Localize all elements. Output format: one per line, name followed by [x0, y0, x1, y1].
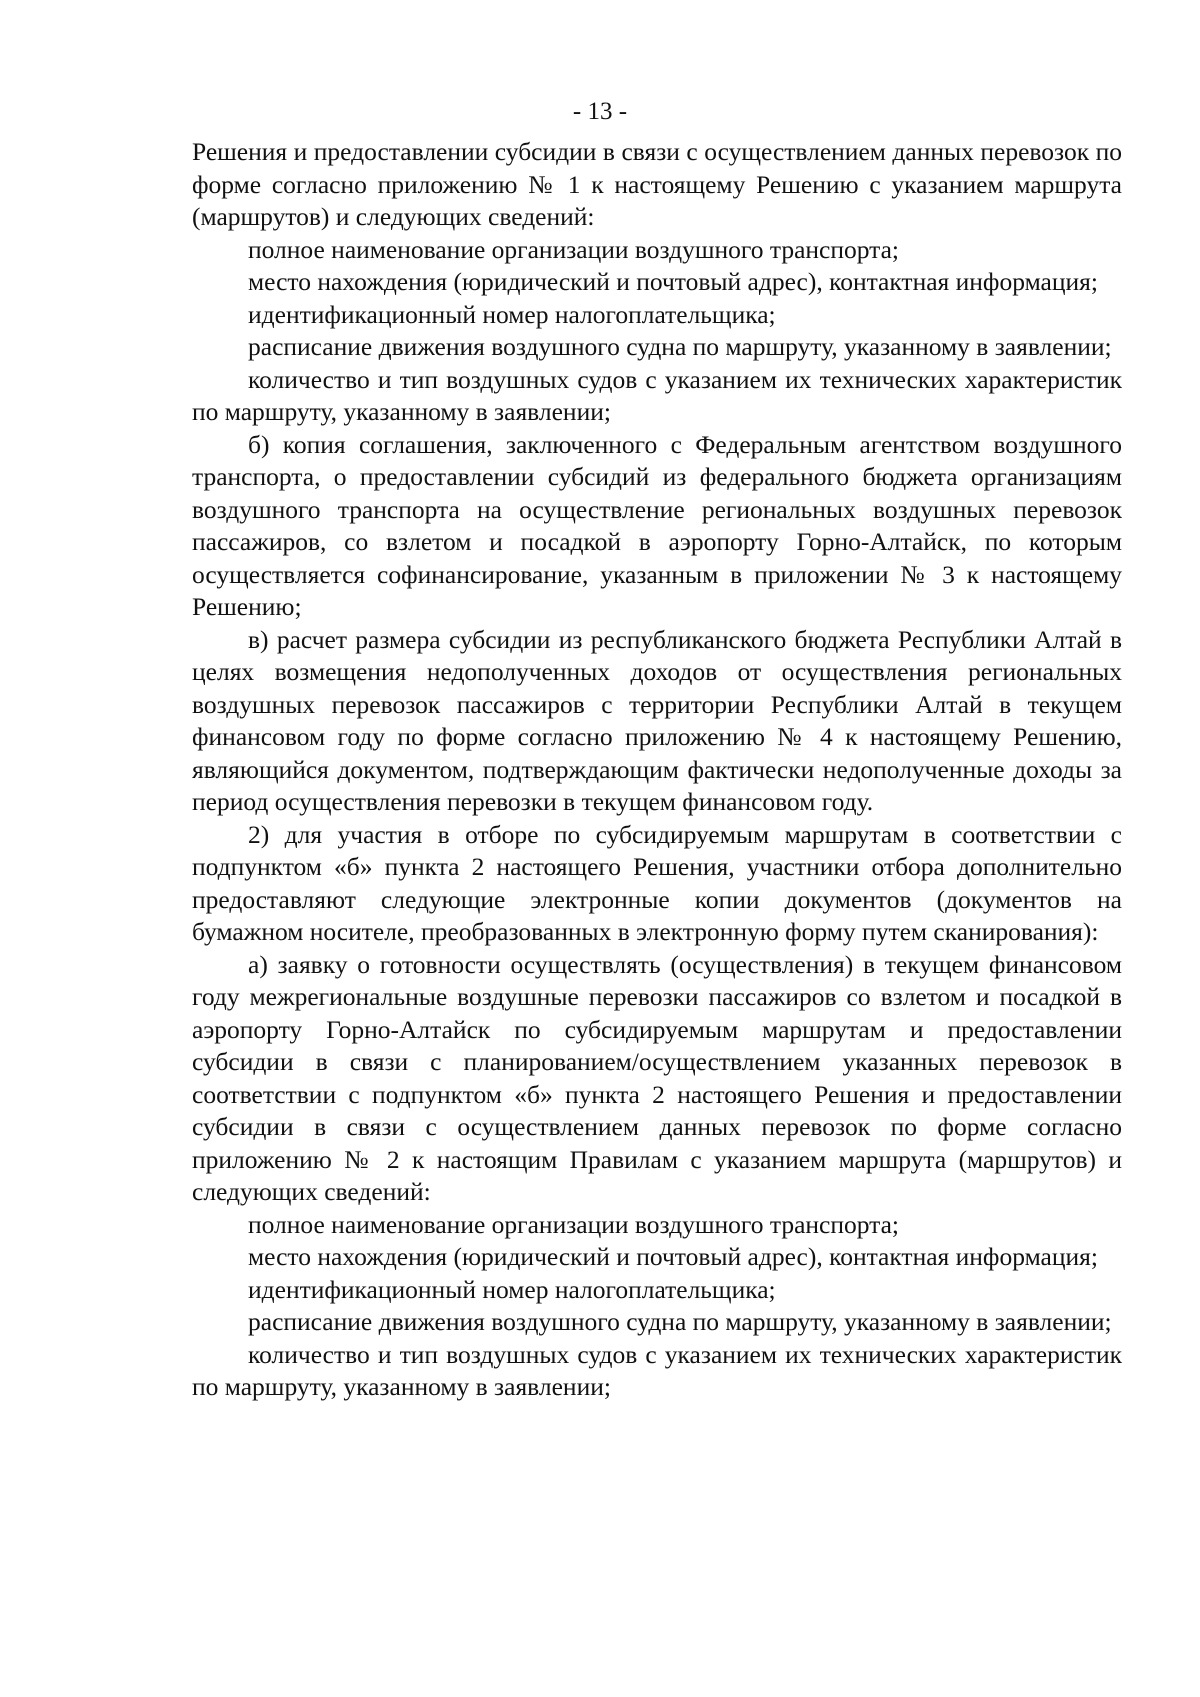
paragraph: идентификационный номер налогоплательщика; — [248, 299, 776, 329]
paragraph: идентификационный номер налогоплательщика; — [248, 1274, 776, 1304]
paragraph: Решения и предоставлении субсидии в связи с осуществлением данных перевозок по форме согласно приложению № 1 к настоящему Решению с указанием маршрута (маршрутов) и следующих сведений: — [192, 137, 1122, 231]
paragraph: количество и тип воздушных судов с указанием их технических характеристик по маршруту, указанному в заявлении; — [192, 364, 1122, 426]
page-number: - 13 - — [572, 98, 628, 125]
paragraph: место нахождения (юридический и почтовый адрес), контактная информация; — [248, 267, 1098, 296]
document-body — [192, 136, 1122, 1404]
paragraph: б) копия соглашения, заключенного с Федеральным агентством воздушного транспорта, о предоставлении субсидий из федерального бюджета организациям воздушного транспорта на осуществление региональных воздушных перевозок пассажиров, со взлетом и посадкой в аэропорту Горно-Алтайск, по которым осуществляется софинансирование, указанным в приложении № 3 к настоящему Решению; — [192, 429, 1122, 621]
paragraph: полное наименование организации воздушного транспорта; — [248, 1209, 900, 1239]
paragraph: расписание движения воздушного судна по маршруту, указанному в заявлении; — [248, 332, 1112, 361]
paragraph: расписание движения воздушного судна по маршруту, указанному в заявлении; — [248, 1307, 1112, 1336]
paragraph: количество и тип воздушных судов с указанием их технических характеристик по маршруту, указанному в заявлении; — [192, 1339, 1122, 1401]
paragraph: в) расчет размера субсидии из республиканского бюджета Республики Алтай в целях возмещения недополученных доходов от осуществления региональных воздушных перевозок пассажиров с территории Республики Алтай в текущем финансовом году по форме согласно приложению № 4 к настоящему Решению, являющийся документом, подтверждающим фактически недополученные доходы за период осуществления перевозки в текущем финансовом году. — [192, 624, 1122, 816]
paragraph: место нахождения (юридический и почтовый адрес), контактная информация; — [248, 1242, 1098, 1271]
paragraph: а) заявку о готовности осуществлять (осуществления) в текущем финансовом году межрегиональные воздушные перевозки пассажиров со взлетом и посадкой в аэропорту Горно-Алтайск по субсидируемым маршрутам и предоставлении субсидии в связи с планированием/осуществлением указанных перевозок в соответствии с подпунктом «б» пункта 2 настоящего Решения и предоставлении субсидии в связи с осуществлением данных перевозок по форме согласно приложению № 2 к настоящим Правилам с указанием маршрута (маршрутов) и следующих сведений: — [192, 949, 1122, 1206]
paragraph: полное наименование организации воздушного транспорта; — [248, 234, 900, 264]
paragraph: 2) для участия в отборе по субсидируемым маршрутам в соответствии с подпунктом «б» пункта 2 настоящего Решения, участники отбора дополнительно предоставляют следующие электронные копии документов (документов на бумажном носителе, преобразованных в электронную форму путем сканирования): — [192, 819, 1122, 946]
